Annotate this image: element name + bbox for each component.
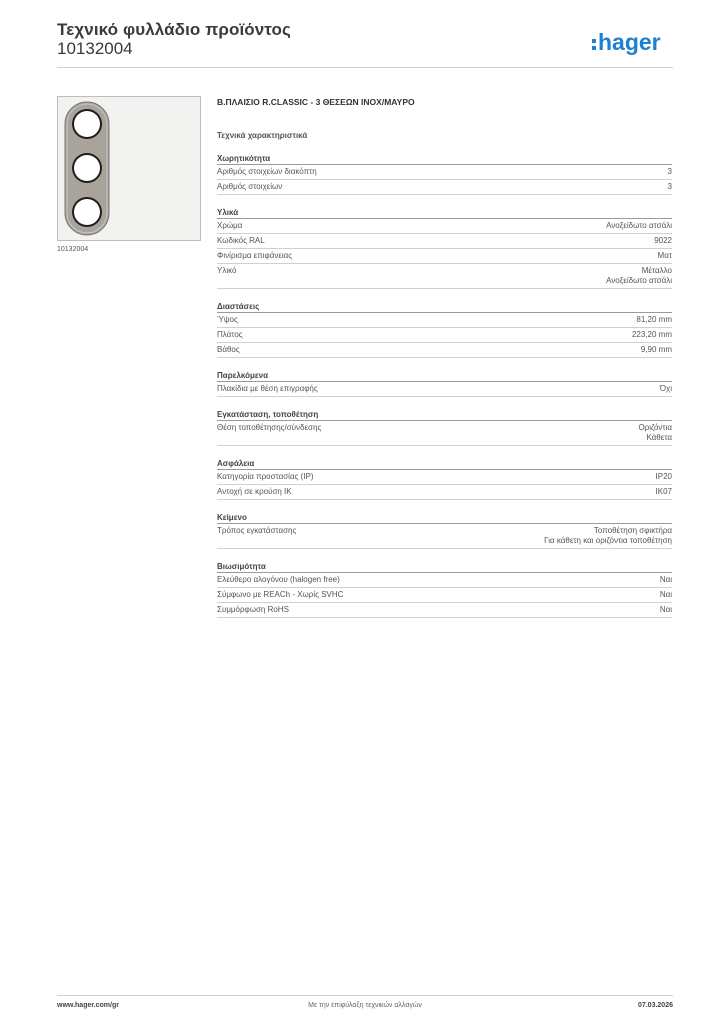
product-name: Β.ΠΛΑΙΣΙΟ R.CLASSIC - 3 ΘΕΣΕΩΝ INOX/ΜΑΥΡΟ — [217, 97, 415, 107]
spec-row — [217, 313, 672, 328]
spec-label: Βάθος — [217, 345, 240, 354]
spec-label: Ελεύθερο αλογόνου (halogen free) — [217, 575, 340, 584]
spec-value — [638, 423, 672, 443]
spec-value — [654, 236, 672, 246]
spec-value-line: Ματ — [657, 251, 672, 260]
footer-date: 07.03.2026 — [637, 1002, 673, 1009]
product-code: 10132004 — [57, 39, 133, 58]
spec-value — [656, 487, 672, 497]
spec-value — [660, 575, 672, 585]
spec-value — [668, 182, 672, 192]
hager-logo-text: hager — [598, 29, 661, 55]
hager-logo — [591, 26, 675, 56]
spec-sections — [217, 150, 672, 618]
spec-row — [217, 470, 672, 485]
spec-section — [217, 406, 672, 446]
spec-row — [217, 249, 672, 264]
spec-value — [668, 167, 672, 177]
spec-value — [658, 251, 672, 261]
spec-section — [217, 367, 672, 397]
footer-note: Με την επιφύλαξη τεχνικών αλλαγών — [308, 1002, 422, 1009]
spec-label: Υλικό — [217, 266, 237, 275]
spec-label: Αριθμός στοιχείων διακόπτη — [217, 167, 317, 176]
section-title: Διαστάσεις — [217, 298, 672, 313]
spec-value — [660, 605, 672, 615]
spec-value-line: Κάθετα — [646, 433, 672, 442]
spec-label: Αριθμός στοιχείων — [217, 182, 283, 191]
section-title: Χωρητικότητα — [217, 150, 672, 165]
spec-label: Σύμφωνο με REACh - Χωρίς SVHC — [217, 590, 344, 599]
spec-value — [660, 384, 672, 394]
spec-value-line: IP20 — [655, 472, 672, 481]
spec-row — [217, 219, 672, 234]
spec-value-line: Ανοξείδωτο ατσάλι — [606, 276, 672, 285]
image-caption: 10132004 — [57, 246, 89, 253]
spec-row — [217, 485, 672, 500]
section-title: Βιωσιμότητα — [217, 558, 672, 573]
spec-value-line: Για κάθετη και οριζόντια τοποθέτηση — [544, 536, 672, 545]
spec-section — [217, 298, 672, 358]
spec-table — [217, 96, 672, 618]
spec-label: Αντοχή σε κρούση IK — [217, 487, 292, 496]
spec-value-line: 81,20 mm — [636, 315, 672, 324]
section-title: Υλικά — [217, 204, 672, 219]
spec-value-line: Τοποθέτηση σφικτήρα — [593, 526, 672, 535]
spec-row — [217, 264, 672, 289]
spec-value-line: 9,90 mm — [640, 345, 672, 354]
spec-value-line: IK07 — [655, 487, 672, 496]
spec-value — [606, 266, 672, 286]
footer-website: www.hager.com/gr — [57, 1002, 119, 1009]
spec-value-line: Οριζόντια — [638, 423, 672, 432]
spec-label: Τρόπος εγκατάστασης — [217, 526, 297, 535]
section-title: Εγκατάσταση, τοποθέτηση — [217, 406, 672, 421]
section-title: Παρελκόμενα — [217, 367, 672, 382]
page-title: Τεχνικό φυλλάδιο προϊόντος — [57, 20, 291, 39]
spec-value-line: Ναι — [659, 605, 672, 614]
spec-value — [544, 526, 672, 546]
spec-value — [656, 472, 672, 482]
spec-label: Ύψος — [217, 315, 238, 324]
spec-row — [217, 343, 672, 358]
spec-value — [632, 330, 672, 340]
spec-value-line: Ναι — [659, 590, 672, 599]
spec-row — [217, 234, 672, 249]
spec-section — [217, 150, 672, 195]
spec-value-line: 9022 — [654, 236, 672, 245]
spec-value — [641, 345, 672, 355]
spec-row — [217, 603, 672, 618]
spec-value-line: 223,20 mm — [631, 330, 672, 339]
header-divider — [57, 67, 673, 68]
spec-row — [217, 165, 672, 180]
spec-section — [217, 455, 672, 500]
spec-value — [606, 221, 672, 231]
spec-value-line: 3 — [667, 167, 672, 176]
spec-label: Κατηγορία προστασίας (IP) — [217, 472, 314, 481]
spec-label: Κωδικός RAL — [217, 236, 265, 245]
spec-label: Φινίρισμα επιφάνειας — [217, 251, 293, 260]
spec-value-line: Ναι — [659, 575, 672, 584]
product-image — [57, 96, 201, 241]
tech-specs-title: Τεχνικά χαρακτηριστικά — [217, 131, 308, 140]
spec-label: Χρώμα — [217, 221, 243, 230]
spec-label: Συμμόρφωση RoHS — [217, 605, 289, 614]
spec-label: Πλακίδια με θέση επιγραφής — [217, 384, 318, 393]
spec-label: Θέση τοποθέτησης/σύνδεσης — [217, 423, 322, 432]
spec-row — [217, 588, 672, 603]
footer — [57, 995, 673, 1016]
section-title: Κείμενο — [217, 509, 672, 524]
spec-row — [217, 524, 672, 549]
spec-section — [217, 509, 672, 549]
spec-row — [217, 382, 672, 397]
spec-value — [636, 315, 672, 325]
spec-row — [217, 180, 672, 195]
section-title: Ασφάλεια — [217, 455, 672, 470]
spec-row — [217, 328, 672, 343]
spec-value-line: Ανοξείδωτο ατσάλι — [606, 221, 672, 230]
spec-value-line: Μέταλλο — [641, 266, 672, 275]
spec-section — [217, 558, 672, 618]
spec-label: Πλάτος — [217, 330, 243, 339]
spec-row — [217, 573, 672, 588]
spec-value-line: 3 — [667, 182, 672, 191]
spec-value — [660, 590, 672, 600]
spec-row — [217, 421, 672, 446]
spec-value-line: Όχι — [659, 384, 672, 393]
spec-section — [217, 204, 672, 289]
